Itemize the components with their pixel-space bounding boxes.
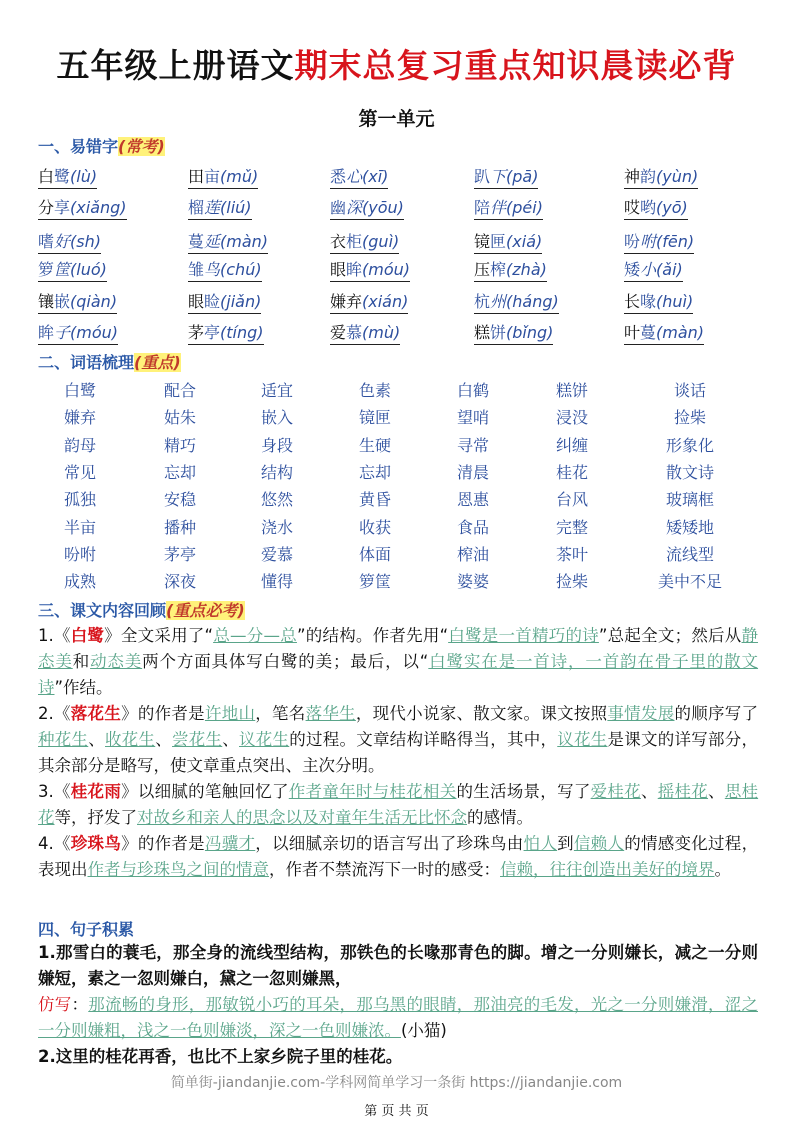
vocab-word: 捡柴: [673, 408, 707, 428]
text: ：: [71, 995, 89, 1014]
lesson-title: 珍珠鸟: [70, 834, 122, 853]
pinyin-entry: [474, 229, 542, 254]
text: 2.《: [38, 704, 71, 723]
vocab-word: 配合: [163, 381, 197, 400]
target-char: 雏: [188, 260, 205, 279]
plain-char: 爱: [330, 323, 347, 342]
vocab-word: 婆婆: [456, 572, 490, 592]
plain-char: 叶: [624, 323, 641, 342]
text: 4.《: [38, 834, 71, 853]
key-point: 对故乡和亲人的思念以及对童年生活无比怀念: [137, 808, 467, 827]
target-char: 喙: [640, 292, 657, 311]
text: 。: [714, 860, 731, 879]
text: ，以细腻亲切的语言写出了珍珠鸟由: [255, 834, 524, 853]
paragraph: [38, 831, 758, 883]
pinyin-entry: [330, 257, 410, 282]
pinyin-entry: [38, 164, 97, 189]
text: 的感情。: [467, 808, 533, 827]
section-2-heading: [38, 350, 181, 373]
pinyin-entry: [38, 195, 127, 220]
pinyin: (bǐng): [506, 323, 554, 342]
key-point: 种花生: [38, 730, 89, 749]
page-number: 第 页 共 页: [364, 1104, 429, 1119]
target-char: 柜: [346, 232, 363, 251]
vocab-word: 爱慕: [260, 544, 294, 564]
key-point: 爱桂花: [590, 782, 641, 801]
pinyin-entry: [330, 320, 400, 345]
title-black: 五年级上册语文: [56, 46, 295, 85]
key-point: 总—分—总: [213, 626, 297, 645]
plain-char: 压: [474, 260, 491, 279]
pinyin-entry: [330, 195, 404, 220]
pinyin: (xiǎng): [70, 198, 127, 217]
vocab-word: 清晨: [456, 462, 490, 482]
pinyin: (móu): [362, 260, 411, 279]
vocab-word: 白鹭: [63, 381, 97, 400]
vocab-word: 安稳: [163, 490, 197, 510]
vocab-word: 散文诗: [665, 462, 715, 482]
key-point: 动态美: [90, 652, 143, 671]
target-char: 鹭: [54, 167, 71, 186]
vocab-word: 茅亭: [163, 544, 197, 564]
vocab-word: 玻璃框: [665, 490, 715, 510]
vocab-word: 身段: [260, 435, 294, 455]
footer-watermark: 简单街-jiandanjie.com-学科网简单学习一条街 https://jiandanjie.com: [170, 1075, 623, 1091]
key-point: 议花生: [557, 730, 608, 749]
key-point: 怕人: [523, 834, 558, 853]
plain-char: 嫌弃: [330, 292, 363, 311]
target-char: 幽: [330, 198, 347, 217]
text: 、: [155, 730, 172, 749]
vocab-word: 桂花: [555, 462, 589, 482]
pinyin-entry: [188, 257, 262, 282]
target-char: 眸: [38, 323, 55, 342]
pinyin: (qiàn): [70, 292, 118, 311]
pinyin-entry: [624, 195, 688, 220]
key-point: 白鹭实在是一首诗，一首韵在骨子里的散文诗: [38, 652, 759, 697]
plain-char: 眼: [330, 260, 347, 279]
vocab-word: 捡柴: [555, 572, 589, 592]
text: 到: [557, 834, 574, 853]
pinyin: 子(móu): [54, 323, 119, 342]
text: 等，抒发了: [54, 808, 137, 827]
vocab-word: 嫌弃: [63, 408, 97, 428]
pinyin-entry: [38, 229, 101, 254]
vocab-word: 恩惠: [456, 490, 490, 510]
pinyin-entry: [624, 229, 694, 254]
target-char: 榴: [188, 198, 205, 217]
text: 3.《: [38, 782, 71, 801]
vocab-word: 美中不足: [657, 572, 723, 592]
text: 、: [222, 730, 239, 749]
key-point: 尝花生: [172, 730, 223, 749]
plain-char: 长: [624, 292, 641, 311]
vocab-word: 懂得: [260, 572, 294, 592]
target-char: 慕: [346, 323, 363, 342]
text: 、: [708, 782, 725, 801]
paragraph: [38, 779, 758, 831]
vocab-word: 嵌入: [260, 408, 294, 428]
vocab-word: 常见: [63, 462, 97, 482]
pinyin-entry: [330, 164, 388, 189]
vocab-word: 纠缠: [555, 435, 589, 455]
vocab-word: 浇水: [260, 517, 294, 537]
key-point: 作者与珍珠鸟之间的情意: [87, 860, 269, 879]
vocab-word: 谈话: [673, 381, 707, 400]
text: 的过程。文章结构详略得当，其中，: [289, 730, 558, 749]
section-tag: (常考): [118, 137, 165, 156]
pinyin: 莲(liú): [204, 198, 252, 217]
target-char: 嵌: [54, 292, 71, 311]
plain-char: 白: [38, 167, 55, 186]
plain-char: 镶: [38, 292, 55, 311]
vocab-word: 寻常: [456, 435, 490, 455]
vocab-word: 吩咐: [63, 544, 97, 564]
pinyin-entry: [188, 195, 252, 220]
key-point: 摇桂花: [657, 782, 709, 801]
vocab-word: 流线型: [665, 544, 715, 564]
pinyin: (xiá): [506, 232, 543, 251]
target-char: 饼: [490, 323, 507, 342]
plain-char: 糕: [474, 323, 491, 342]
pinyin-entry: [474, 320, 553, 345]
target-char: 矮: [624, 260, 641, 279]
key-point: 作者童年时与桂花相关: [288, 782, 457, 801]
lesson-title: 桂花雨: [70, 782, 122, 801]
pinyin-entry: [188, 289, 261, 314]
target-char: 吩: [624, 232, 641, 251]
target-char: 蔓: [640, 323, 657, 342]
pinyin: 下(pā): [490, 167, 539, 186]
pinyin: (huì): [656, 292, 694, 311]
pinyin: (yō): [656, 198, 688, 217]
vocab-word: 韵母: [63, 435, 97, 455]
section-tag: (重点): [134, 353, 181, 372]
vocab-word: 生硬: [358, 435, 392, 455]
pinyin: 深(yōu): [346, 198, 404, 217]
plain-char: 镜: [474, 232, 491, 251]
text: ”的结构。作者先用“: [296, 626, 449, 645]
key-point: 信赖人: [573, 834, 625, 853]
vocab-word: 浸没: [555, 408, 589, 428]
section-label: 一、易错字: [38, 137, 119, 156]
pinyin-entry: [624, 164, 698, 189]
pinyin: (guì): [362, 232, 400, 251]
pinyin: (xián): [362, 292, 409, 311]
pinyin-entry: [624, 289, 693, 314]
text: 是课文的详写部分，其余部分是略写，使文章重点突出、主次分明。: [38, 730, 758, 775]
target-char: 亭: [204, 323, 221, 342]
pinyin: 筐(luó): [54, 260, 107, 279]
key-point: 事情发展: [607, 704, 675, 723]
text: 》以细腻的笔触回忆了: [121, 782, 289, 801]
vocab-word: 糕饼: [555, 381, 589, 400]
key-point: 落华生: [305, 704, 356, 723]
pinyin-entry: [330, 289, 408, 314]
text: 和: [72, 652, 91, 671]
target-char: 睑: [204, 292, 221, 311]
plain-char: 茅: [188, 323, 205, 342]
section-3-heading: [38, 598, 245, 621]
pinyin-entry: [188, 164, 258, 189]
vocab-word: 体面: [358, 544, 392, 564]
key-point: 白鹭是一首精巧的诗: [448, 626, 599, 645]
sentence-accumulation: [38, 940, 758, 1070]
document-title: [0, 40, 793, 87]
vocab-word: 镜匣: [358, 408, 392, 428]
vocab-word: 深夜: [163, 572, 197, 592]
target-char: 杭: [474, 292, 491, 311]
target-char: 悉: [330, 167, 347, 186]
target-char: 眸: [346, 260, 363, 279]
vocab-word: 望哨: [456, 408, 490, 428]
plain-char: 哎: [624, 198, 641, 217]
pinyin-entry: [188, 229, 268, 254]
plain-char: 眼: [188, 292, 205, 311]
pinyin: 心(xī): [346, 167, 389, 186]
text: 、: [640, 782, 658, 801]
text: ，笔名: [255, 704, 306, 723]
key-point: 许地山: [204, 704, 256, 723]
target-char: 嗜: [38, 232, 55, 251]
text: 、: [88, 730, 105, 749]
pinyin-entry: [38, 289, 117, 314]
pinyin: (tíng): [220, 323, 264, 342]
lesson-title: 白鹭: [70, 626, 105, 645]
plain-char: 分: [38, 198, 55, 217]
section-label: 三、课文内容回顾: [38, 601, 167, 620]
key-point: 信赖，往往创造出美好的境界: [500, 860, 715, 879]
pinyin: (màn): [656, 323, 705, 342]
key-point: 议花生: [239, 730, 290, 749]
pinyin-entry: [474, 289, 559, 314]
vocab-word: 形象化: [665, 435, 715, 455]
key-point: 收花生: [105, 730, 156, 749]
text: 的生活场景，写了: [456, 782, 591, 801]
pinyin-entry: [624, 320, 704, 345]
pinyin: 伴(péi): [490, 198, 543, 217]
sentence: 2.这里的桂花再香，也比不上家乡院子里的桂花。: [38, 1047, 403, 1066]
pinyin: (mù): [362, 323, 401, 342]
target-char: 箩: [38, 260, 55, 279]
pinyin: 州(háng): [490, 292, 559, 311]
vocab-word: 黄昏: [358, 490, 392, 510]
vocab-word: 半亩: [63, 517, 97, 537]
text: (小猫): [401, 1021, 447, 1040]
pinyin: 鸟(chú): [204, 260, 262, 279]
text-review: [38, 623, 758, 883]
pinyin: (zhà): [506, 260, 547, 279]
vocab-word: 白鹤: [456, 381, 490, 400]
target-char: 榨: [490, 260, 507, 279]
vocab-word: 播种: [163, 517, 197, 537]
pinyin-entry: [474, 164, 538, 189]
imitation-label: 仿写: [38, 995, 72, 1014]
vocab-word: 悠然: [260, 490, 294, 510]
plain-char: 神: [624, 167, 641, 186]
vocab-word: 姑朱: [163, 408, 197, 428]
unit-heading: 第一单元: [358, 108, 435, 130]
target-char: 亩: [204, 167, 221, 186]
pinyin-entry: [330, 229, 399, 254]
vocab-word: 完整: [555, 517, 589, 537]
vocab-word: 榨油: [456, 544, 490, 564]
vocab-word: 色素: [358, 381, 392, 400]
target-char: 趴: [474, 167, 491, 186]
text: ，现代小说家、散文家。课文按照: [355, 704, 608, 723]
text: ，作者不禁流泻下一时的感受：: [269, 860, 500, 879]
pinyin: 咐(fēn): [640, 232, 695, 251]
vocab-word: 食品: [456, 517, 490, 537]
pinyin-entry: [474, 257, 547, 282]
vocab-word: 孤独: [63, 490, 97, 510]
paragraph: [38, 701, 758, 779]
pinyin: 延(màn): [204, 232, 269, 251]
vocab-word: 适宜: [260, 381, 294, 400]
pinyin: (jiǎn): [220, 292, 262, 311]
vocab-word: 精巧: [163, 435, 197, 455]
section-1-heading: [38, 134, 165, 157]
pinyin-entry: [624, 257, 683, 282]
key-point: 静态美: [38, 626, 759, 671]
plain-char: 衣: [330, 232, 347, 251]
target-char: 享: [54, 198, 71, 217]
pinyin: (lù): [70, 167, 98, 186]
vocab-word: 台风: [555, 490, 589, 510]
pinyin: 小(ǎi): [640, 260, 683, 279]
vocab-word: 收获: [358, 517, 392, 537]
section-4-heading: [38, 917, 134, 940]
paragraph: [38, 1044, 758, 1070]
target-char: 陪: [474, 198, 491, 217]
paragraph: [38, 623, 758, 701]
vocab-word: 忘却: [163, 462, 197, 482]
paragraph: [38, 940, 758, 992]
lesson-title: 落花生: [70, 704, 122, 723]
target-char: 韵: [640, 167, 657, 186]
text: 》的作者是: [121, 704, 205, 723]
vocab-word: 矮矮地: [665, 517, 715, 537]
vocab-word: 成熟: [63, 572, 97, 592]
pinyin-entry: [38, 320, 118, 345]
section-tag: (重点必考): [166, 601, 245, 620]
target-char: 匣: [490, 232, 507, 251]
text: 的顺序写了: [674, 704, 759, 723]
text: 》全文采用了“: [104, 626, 214, 645]
sentence: 1.那雪白的蓑毛，那全身的流线型结构，那铁色的长喙那青色的脚。增之一分则嫌长，减之一分则嫌短，素之一忽则嫌白，黛之一忽则嫌黑，: [38, 943, 758, 988]
plain-char: 田: [188, 167, 205, 186]
target-char: 蔓: [188, 232, 205, 251]
pinyin-entry: [474, 195, 543, 220]
key-point: 那流畅的身形，那敏锐小巧的耳朵，那乌黑的眼睛，那油亮的毛发，光之一分则嫌滑，涩之一分则嫌粗，浅之一色则嫌淡，深之一色则嫌浓。: [38, 995, 758, 1040]
pinyin: 好(sh): [54, 232, 101, 251]
title-red: 期末总复习重点知识晨读必背: [294, 46, 737, 85]
text: ”总起全文；然后从: [598, 626, 742, 645]
vocab-word: 忘却: [358, 462, 392, 482]
key-point: 冯骥才: [204, 834, 256, 853]
paragraph: [38, 992, 758, 1044]
target-char: 哟: [640, 198, 657, 217]
section-label: 四、句子积累: [38, 920, 135, 939]
pinyin-entry: [38, 257, 107, 282]
pinyin: (mǔ): [220, 167, 259, 186]
pinyin: (yùn): [656, 167, 699, 186]
text: ”作结。: [54, 678, 113, 697]
text: 1.《: [38, 626, 71, 645]
text: 》的作者是: [121, 834, 205, 853]
vocab-word: 箩筐: [358, 572, 392, 592]
vocab-word: 茶叶: [555, 544, 589, 564]
text: 的情感变化过程，表现出: [38, 834, 759, 879]
key-point: 思桂花: [38, 782, 759, 827]
text: 两个方面具体写白鹭的美；最后，以“: [142, 652, 429, 671]
vocab-word: 结构: [260, 462, 294, 482]
section-label: 二、词语梳理: [38, 353, 135, 372]
pinyin-entry: [188, 320, 264, 345]
